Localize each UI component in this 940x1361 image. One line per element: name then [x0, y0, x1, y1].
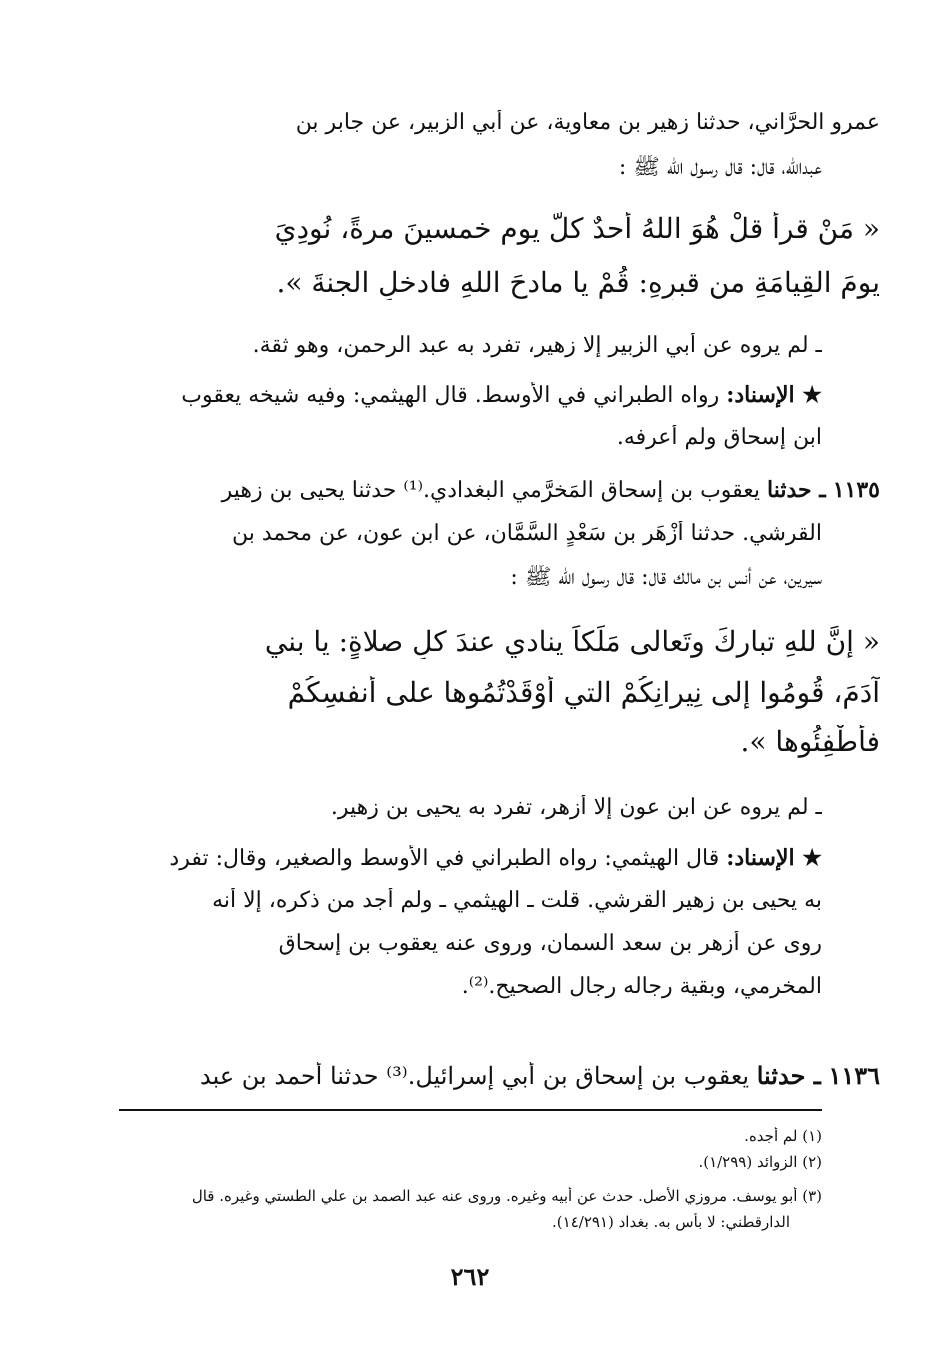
text-line: المخرمي، وبقية رجاله رجال الصحيح.⁽²⁾.: [461, 974, 822, 999]
isnad-line: [60, 382, 822, 409]
footnote-number: (٢): [802, 1153, 822, 1171]
text-line: ابن إسحاق ولم أعرفه.: [616, 425, 822, 450]
hadith-1136-line: [60, 1062, 880, 1091]
page-number: ٢٦٢: [450, 1262, 490, 1291]
hadith-chain: يعقوب بن إسحاق المَخرَّمي البغدادي.⁽¹⁾ حدثنا يحيى بن زهير: [221, 478, 768, 503]
footnote-divider: [119, 1109, 822, 1111]
isnad-label: ★ الإسناد:: [726, 845, 822, 871]
text-line: عبدالله، قال: قال رسول الله ﷺ :: [618, 155, 822, 180]
isnad-text: رواه الطبراني في الأوسط. قال الهيثمي: وفيه شيخه يعقوب: [181, 383, 727, 408]
footnote-text: الزوائد (١/٢٩٩).: [698, 1153, 798, 1171]
footnote-1: [60, 1127, 822, 1145]
footnote-3-cont: الدارقطني: لا بأس به. بغداد (١٤/٢٩١).: [552, 1213, 790, 1231]
footnote-text: أبو يوسف. مروزي الأصل. حدث عن أبيه وغيره. وروى عنه عبد الصمد بن علي الطستي وغيره. قال: [191, 1187, 798, 1205]
hadith-number: ١١٣٥: [832, 477, 880, 503]
hadith-text: « إنَّ للهِ تباركَ وتَعالى مَلَكاً ينادي عندَ كلِ صلاةٍ: يا بني: [264, 625, 880, 658]
hadith-intro: ـ حدثنا: [756, 1062, 821, 1090]
hadith-intro: ـ حدثنا: [767, 477, 826, 503]
hadith-text: « مَنْ قرأَ قلْ هُوَ اللهُ أحدٌ كلَّ يوم خمسينَ مرةً، نُودِيَ: [274, 212, 880, 245]
hadith-1135-line: [60, 477, 880, 504]
footnote-2: [60, 1153, 822, 1171]
text-line: روى عن أزهر بن سعد السمان، وروى عنه يعقوب بن إسحاق: [278, 931, 822, 956]
hadith-text: فأطْفِئُوها ».: [740, 725, 880, 758]
footnote-number: (١): [802, 1127, 822, 1145]
text-line: القرشي. حدثنا أزْهَر بن سَعْدٍ السَّمَّان، عن ابن عون، عن محمد بن: [231, 521, 822, 546]
footnote-text: لم أجده.: [744, 1127, 798, 1145]
isnad-text: قال الهيثمي: رواه الطبراني في الأوسط والصغير، وقال: تفرد: [169, 846, 727, 871]
narration-note: ـ لم يروه عن ابن عون إلا أزهر، تفرد به يحيى بن زهير.: [330, 795, 822, 820]
isnad-line: [60, 845, 822, 872]
footnote-3: [60, 1187, 822, 1205]
text-line: به يحيى بن زهير القرشي. قلت ـ الهيثمي ـ ولم أجد من ذكره، إلا أنه: [212, 888, 822, 913]
hadith-chain: يعقوب بن إسحاق بن أبي إسرائيل.⁽³⁾ حدثنا أحمد بن عبد: [200, 1062, 757, 1090]
hadith-text: يومَ القِيامَةِ من قبرِهِ: قُمْ يا مادحَ اللهِ فادخلِ الجنةَ ».: [276, 266, 880, 299]
footnote-number: (٣): [802, 1187, 822, 1205]
narration-note: ـ لم يروه عن أبي الزبير إلا زهير، تفرد به عبد الرحمن، وهو ثقة.: [252, 333, 822, 358]
text-line: عمرو الحرَّاني، حدثنا زهير بن معاوية، عن أبي الزبير، عن جابر بن: [295, 110, 880, 135]
isnad-label: ★ الإسناد:: [726, 382, 822, 408]
hadith-number: ١١٣٦: [828, 1062, 880, 1090]
hadith-text: آدَمَ، قُومُوا إلى نِيرانِكُمْ التي أوْقَدْتُمُوها على أنفسِكُمْ: [287, 676, 880, 709]
text-line: سيرين، عن أنس بن مالك قال: قال رسول الله ﷺ :: [510, 565, 822, 590]
